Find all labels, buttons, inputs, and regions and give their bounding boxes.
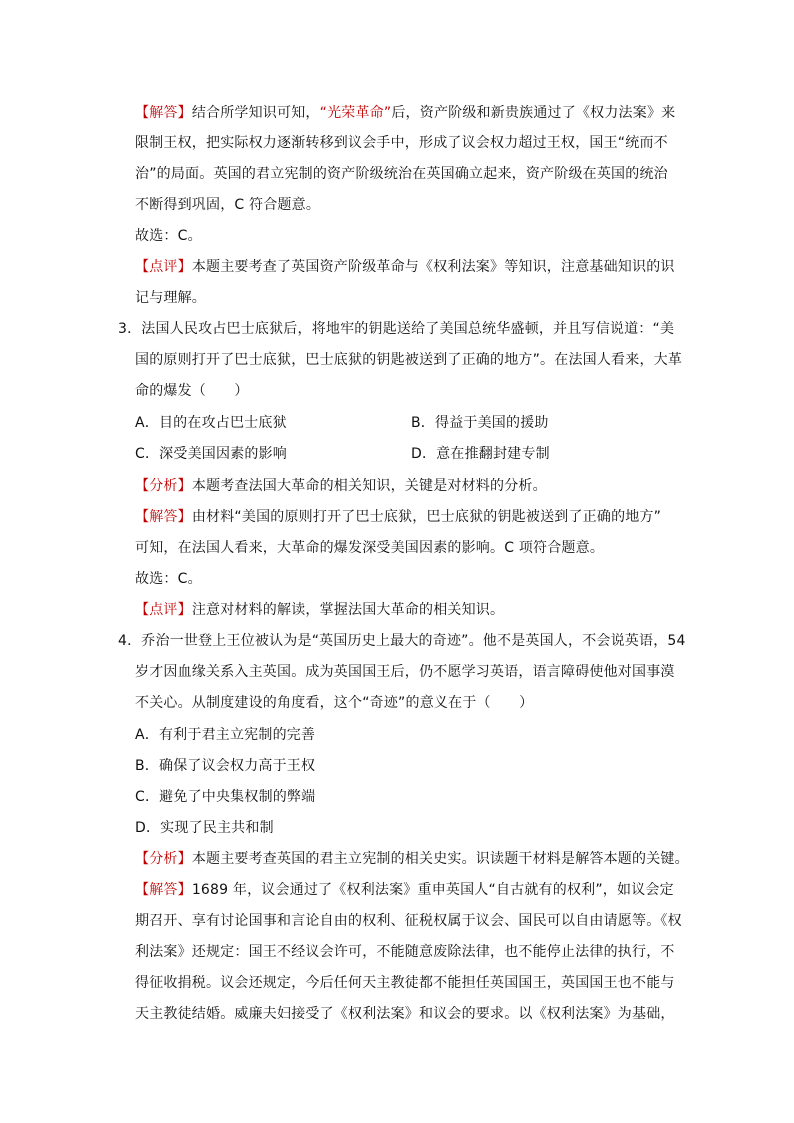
q3-option-d: D．意在推翻封建专制 [411, 446, 550, 462]
q3-stem-line-2: 国的原则打开了巴士底狱，巴士底狱的钥匙被送到了正确的地方”。在法国人看来，大革 [135, 352, 683, 368]
q2-jieda-line-1: 【解答】结合所学知识可知，“光荣革命”后，资产阶级和新贵族通过了《权力法案》来 [135, 105, 676, 121]
q4-stem-line-2: 岁才因血缘关系入主英国。成为英国国王后，仍不愿学习英语，语言障碍使他对国事漠 [135, 664, 675, 680]
jieda-tag: 【解答】 [135, 882, 192, 898]
jieda-tag: 【解答】 [135, 105, 192, 121]
dianping-tag: 【点评】 [135, 259, 192, 275]
q3-dianping: 【点评】注意对材料的解读，掌握法国大革命的相关知识。 [135, 602, 505, 618]
q3-answer: 故选：C。 [135, 571, 202, 587]
q3-option-c: C．深受美国因素的影响 [135, 446, 287, 462]
q4-option-a: A．有利于君主立宪制的完善 [135, 727, 316, 743]
q3-jieda-line-2: 可知，在法国人看来，大革命的爆发深受美国因素的影响。C 项符合题意。 [135, 540, 605, 556]
jieda-tag: 【解答】 [135, 509, 192, 525]
q3-option-a: A．目的在攻占巴士底狱 [135, 415, 287, 431]
q4-stem-line-1: 4．乔治一世登上王位被认为是“英国历史上最大的奇迹”。他不是英国人，不会说英语，54 [118, 633, 686, 649]
q2-answer: 故选：C。 [135, 228, 202, 244]
q2-jieda-line-3: 治”的局面。英国的君立宪制的资产阶级统治在英国确立起来，资产阶级在英国的统治 [135, 166, 668, 182]
q4-jieda-line-2: 期召开、享有讨论国事和言论自由的权利、征税权属于议会、国民可以自由请愿等。《权 [135, 913, 682, 929]
dianping-tag: 【点评】 [135, 602, 192, 618]
q2-dianping-line-1: 【点评】本题主要考查了英国资产阶级革命与《权利法案》等知识，注意基础知识的识 [135, 259, 675, 275]
q3-stem-line-1: 3．法国人民攻占巴士底狱后，将地牢的钥匙送给了美国总统华盛顿，并且写信说道：“美 [118, 321, 675, 337]
q3-option-b: B．得益于美国的援助 [411, 415, 549, 431]
q4-option-c: C．避免了中央集权制的弊端 [135, 789, 316, 805]
q4-jieda-line-1: 【解答】1689 年，议会通过了《权利法案》重申英国人“自古就有的权利”，如议会定 [135, 882, 674, 898]
highlight-text: “光荣革命” [319, 105, 392, 121]
q3-fenxi: 【分析】本题考查法国大革命的相关知识，关键是对材料的分析。 [135, 478, 547, 494]
q4-option-d: D．实现了民主共和制 [135, 820, 274, 836]
q4-jieda-line-4: 得征收捐税。议会还规定，今后任何天主教徒都不能担任英国国王，英国国王也不能与 [135, 975, 675, 991]
q4-stem-line-3: 不关心。从制度建设的角度看，这个“奇迹”的意义在于（ ） [135, 695, 534, 711]
q2-dianping-line-2: 记与理解。 [135, 290, 206, 306]
fenxi-tag: 【分析】 [135, 851, 192, 867]
q4-jieda-line-5: 天主教徒结婚。威廉夫妇接受了《权利法案》和议会的要求。以《权利法案》为基础， [135, 1006, 675, 1022]
q4-option-b: B．确保了议会权力高于王权 [135, 758, 316, 774]
q3-jieda-line-1: 【解答】由材料“美国的原则打开了巴士底狱，巴士底狱的钥匙被送到了正确的地方” [135, 509, 662, 525]
q2-jieda-line-4: 不断得到巩固，C 符合题意。 [135, 197, 321, 213]
q4-jieda-line-3: 利法案》还规定：国王不经议会许可，不能随意废除法律，也不能停止法律的执行，不 [135, 944, 675, 960]
q3-stem-line-3: 命的爆发（ ） [135, 383, 249, 399]
fenxi-tag: 【分析】 [135, 478, 192, 494]
q2-jieda-line-2: 限制王权，把实际权力逐渐转移到议会手中，形成了议会权力超过王权，国王“统而不 [135, 135, 668, 151]
q4-fenxi: 【分析】本题主要考查英国的君主立宪制的相关史实。识读题干材料是解答本题的关键。 [135, 851, 689, 867]
